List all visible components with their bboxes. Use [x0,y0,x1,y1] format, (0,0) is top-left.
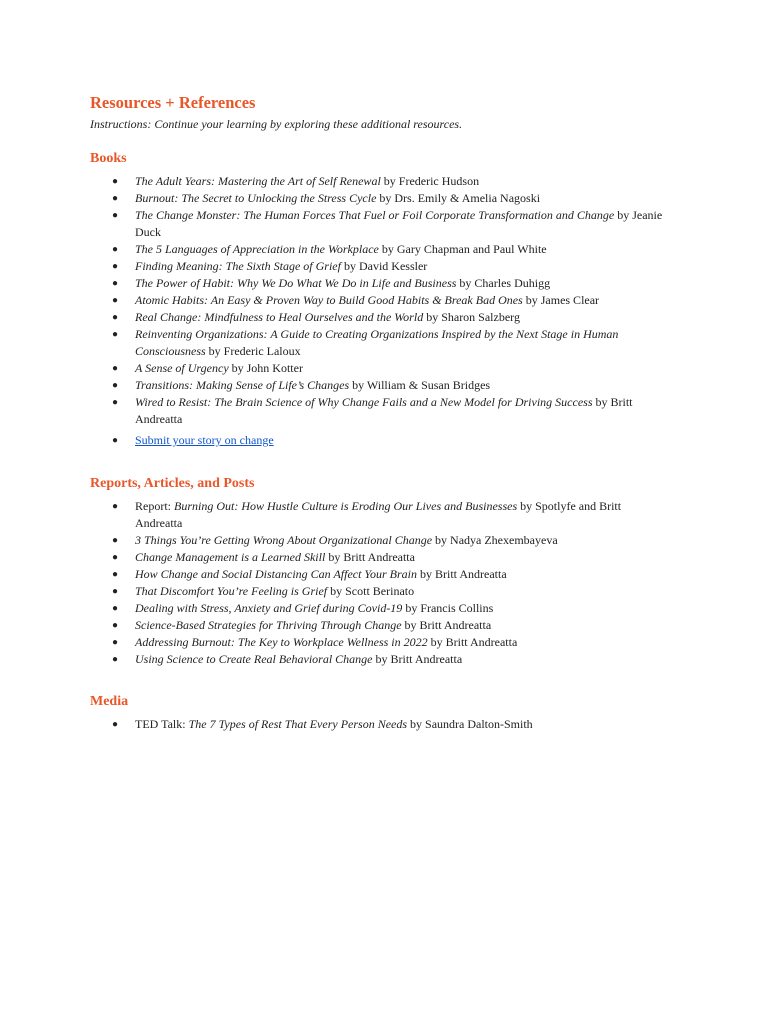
bullet-icon: ● [112,435,119,446]
section-heading-books: Books [90,151,127,166]
list-item [90,258,670,275]
item-title: Atomic Habits: An Easy & Proven Way to Build Good Habits & Break Bad Ones [135,293,523,307]
item-author: by Britt Andreatta [135,395,633,426]
item-title: How Change and Social Distancing Can Affect Your Brain [135,567,418,581]
section-heading-media: Media [90,694,129,709]
list-item [90,241,670,258]
bullet-icon: ● [112,278,119,289]
bullet-icon: ● [112,329,119,340]
item-title: Reinventing Organizations: A Guide to Creating Organizations Inspired by the Next Stage in Human Consciousness [135,327,619,358]
reports-list [90,498,670,668]
list-item [90,498,670,532]
media-list [90,716,670,733]
bullet-icon: ● [112,569,119,580]
item-title: Wired to Resist: The Brain Science of Why Change Fails and a New Model for Driving Success [135,395,593,409]
submit-story-link[interactable]: Submit your story on change [135,433,274,447]
list-item [90,309,670,326]
list-item [90,190,670,207]
item-author: by Charles Duhigg [456,276,551,290]
item-author: by William & Susan Bridges [349,378,491,392]
item-author: by Britt Andreatta [417,567,507,581]
list-item [90,583,670,600]
bullet-icon: ● [112,210,119,221]
item-title: Change Management is a Learned Skill [135,550,326,564]
item-title: Dealing with Stress, Anxiety and Grief during Covid-19 [135,601,403,615]
bullet-icon: ● [112,380,119,391]
item-title: The Change Monster: The Human Forces That Fuel or Foil Corporate Transformation and Change [135,208,615,222]
document-title: Resources + References [90,93,256,112]
bullet-icon: ● [112,501,119,512]
item-title: Using Science to Create Real Behavioral Change [135,652,373,666]
bullet-icon: ● [112,363,119,374]
item-author: by Frederic Hudson [380,174,480,188]
item-author: by Britt Andreatta [401,618,492,632]
bullet-icon: ● [112,719,119,730]
item-title: 3 Things You’re Getting Wrong About Organizational Change [135,533,433,547]
item-title: Burnout: The Secret to Unlocking the Stress Cycle [135,191,377,205]
item-title: A Sense of Urgency [135,361,229,375]
list-item [90,716,670,733]
item-author: by Britt Andreatta [427,635,518,649]
list-item [90,634,670,651]
list-item [90,207,670,241]
item-author: by Spotlyfe and Britt Andreatta [135,499,622,530]
item-author: by Frederic Laloux [205,344,301,358]
list-item [90,600,670,617]
item-author: by Saundra Dalton-Smith [407,717,533,731]
bullet-icon: ● [112,552,119,563]
list-item [90,292,670,309]
bullet-icon: ● [112,397,119,408]
list-item [90,532,670,549]
item-title: The Adult Years: Mastering the Art of Self Renewal [135,174,381,188]
item-title: Transitions: Making Sense of Life’s Changes [135,378,350,392]
list-item [90,566,670,583]
item-author: by Britt Andreatta [372,652,463,666]
instructions-text: Instructions: Continue your learning by exploring these additional resources. [90,117,463,131]
list-item [90,360,670,377]
bullet-icon: ● [112,603,119,614]
bullet-icon: ● [112,654,119,665]
item-title: That Discomfort You’re Feeling is Grief [135,584,328,598]
list-item [90,275,670,292]
list-item [90,326,670,360]
item-prefix: Report: [135,499,174,513]
item-title: Addressing Burnout: The Key to Workplace Wellness in 2022 [135,635,428,649]
document-page [90,92,670,733]
bullet-icon: ● [112,244,119,255]
bullet-icon: ● [112,295,119,306]
item-author: by Nadya Zhexembayeva [432,533,558,547]
item-title: The 7 Types of Rest That Every Person Needs [188,717,408,731]
item-title: Burning Out: How Hustle Culture is Eroding Our Lives and Businesses [174,499,518,513]
list-item [90,651,670,668]
item-title: The Power of Habit: Why We Do What We Do in Life and Business [135,276,457,290]
item-author: by John Kotter [228,361,303,375]
list-item [90,377,670,394]
list-item [90,617,670,634]
list-item [90,394,670,428]
item-author: by Scott Berinato [327,584,415,598]
bullet-icon: ● [112,586,119,597]
item-author: by David Kessler [340,259,428,273]
bullet-icon: ● [112,620,119,631]
bullet-icon: ● [112,193,119,204]
bullet-icon: ● [112,176,119,187]
item-author: by Francis Collins [402,601,494,615]
item-title: The 5 Languages of Appreciation in the Workplace [135,242,379,256]
bullet-icon: ● [112,535,119,546]
list-item [90,549,670,566]
bullet-icon: ● [112,261,119,272]
item-author: by Sharon Salzberg [423,310,520,324]
item-author: by Jeanie Duck [135,208,663,239]
section-heading-reports: Reports, Articles, and Posts [90,476,255,491]
item-author: by James Clear [522,293,600,307]
bullet-icon: ● [112,637,119,648]
item-title: Real Change: Mindfulness to Heal Ourselves and the World [135,310,424,324]
list-item [90,173,670,190]
item-title: Science-Based Strategies for Thriving Through Change [135,618,402,632]
item-author: by Drs. Emily & Amelia Nagoski [376,191,541,205]
item-author: by Gary Chapman and Paul White [378,242,547,256]
bullet-icon: ● [112,312,119,323]
item-prefix: TED Talk: [135,717,189,731]
books-list [90,173,670,449]
item-title: Finding Meaning: The Sixth Stage of Grief [135,259,341,273]
list-item [90,432,670,449]
item-author: by Britt Andreatta [325,550,415,564]
